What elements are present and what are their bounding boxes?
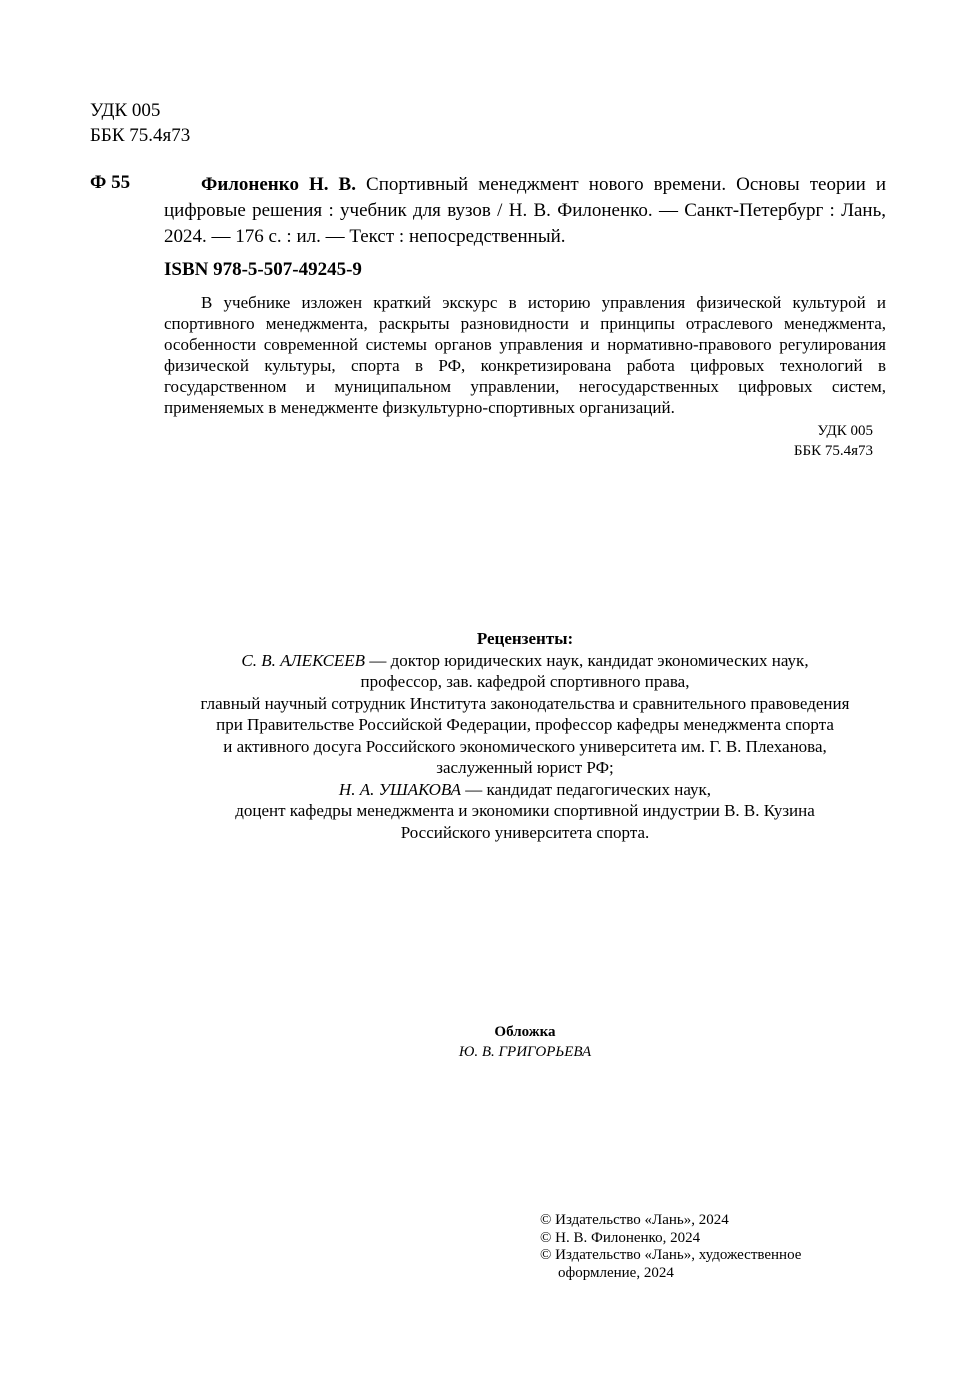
reviewer-1-title: — доктор юридических наук, кандидат экономических наук, <box>365 650 809 670</box>
classification-right <box>700 421 873 461</box>
copyright-line: © Издательство «Лань», 2024 <box>540 1212 729 1228</box>
reviewer-1-line-5: и активного досуга Российского экономического университета им. Г. В. Плеханова, <box>223 736 827 756</box>
copyright-line: оформление, 2024 <box>558 1264 674 1281</box>
bibliographic-description: Спортивный менеджмент нового времени. Основы теории и цифровые решения : учебник для вузов / Н. В. Филоненко. — Санкт-Петербург : Лань, 2024. — 176 с. : ил. — Текст : непосредственный. <box>164 174 886 247</box>
reviewers-section <box>100 628 950 843</box>
udk-code: УДК 005 <box>90 100 161 121</box>
author-name: Филоненко Н. В. <box>201 174 356 195</box>
reviewer-2-title: — кандидат педагогических наук, <box>461 779 712 799</box>
reviewers-heading: Рецензенты: <box>476 629 574 648</box>
bbk-code-right: ББК 75.4я73 <box>793 443 873 459</box>
author-sign-code: Ф 55 <box>90 172 131 193</box>
copyright-block <box>540 1212 880 1282</box>
abstract-paragraph: В учебнике изложен краткий экскурс в историю управления физической культурой и спортивного менеджмента, раскрыты разновидности и принципы отраслевого менеджмента, особенности современной системы органов управления и нормативно-правового регулирования физической культуры, спорта в РФ, конкретизирована работа цифровых технологий в государственном и муниципальном управлении, негосударственных цифровых систем, применяемых в менеджменте физкультурно-спортивных организаций. <box>164 293 886 417</box>
isbn: ISBN 978-5-507-49245-9 <box>164 259 362 280</box>
reviewer-2-name: Н. А. УШАКОВА <box>338 779 462 799</box>
cover-heading: Обложка <box>494 1024 556 1040</box>
reviewer-1-name: С. В. АЛЕКСЕЕВ <box>241 650 366 670</box>
reviewer-1-line-4: при Правительстве Российской Федерации, профессор кафедры менеджмента спорта <box>216 715 834 734</box>
reviewer-2-line <box>100 779 950 801</box>
reviewer-1-line <box>100 650 950 672</box>
reviewer-2-line-3: Российского университета спорта. <box>400 822 650 842</box>
reviewer-1-line-3: главный научный сотрудник Института законодательства и сравнительного правоведения <box>200 693 850 713</box>
reviewer-1-line-2: профессор, зав. кафедрой спортивного права, <box>360 672 690 691</box>
classification-header <box>90 98 190 148</box>
cover-designer: Ю. В. ГРИГОРЬЕВА <box>458 1044 592 1060</box>
udk-code-right: УДК 005 <box>817 423 873 439</box>
bbk-code: ББК 75.4я73 <box>90 125 191 146</box>
reviewer-1-line-6: заслуженный юрист РФ; <box>436 758 614 777</box>
cover-credit <box>300 1022 750 1062</box>
bibliographic-record <box>164 172 886 250</box>
reviewer-2-line-2: доцент кафедры менеджмента и экономики спортивной индустрии В. В. Кузина <box>235 801 815 820</box>
copyright-line: © Н. В. Филоненко, 2024 <box>540 1229 701 1246</box>
copyright-line: © Издательство «Лань», художественное <box>540 1247 802 1263</box>
